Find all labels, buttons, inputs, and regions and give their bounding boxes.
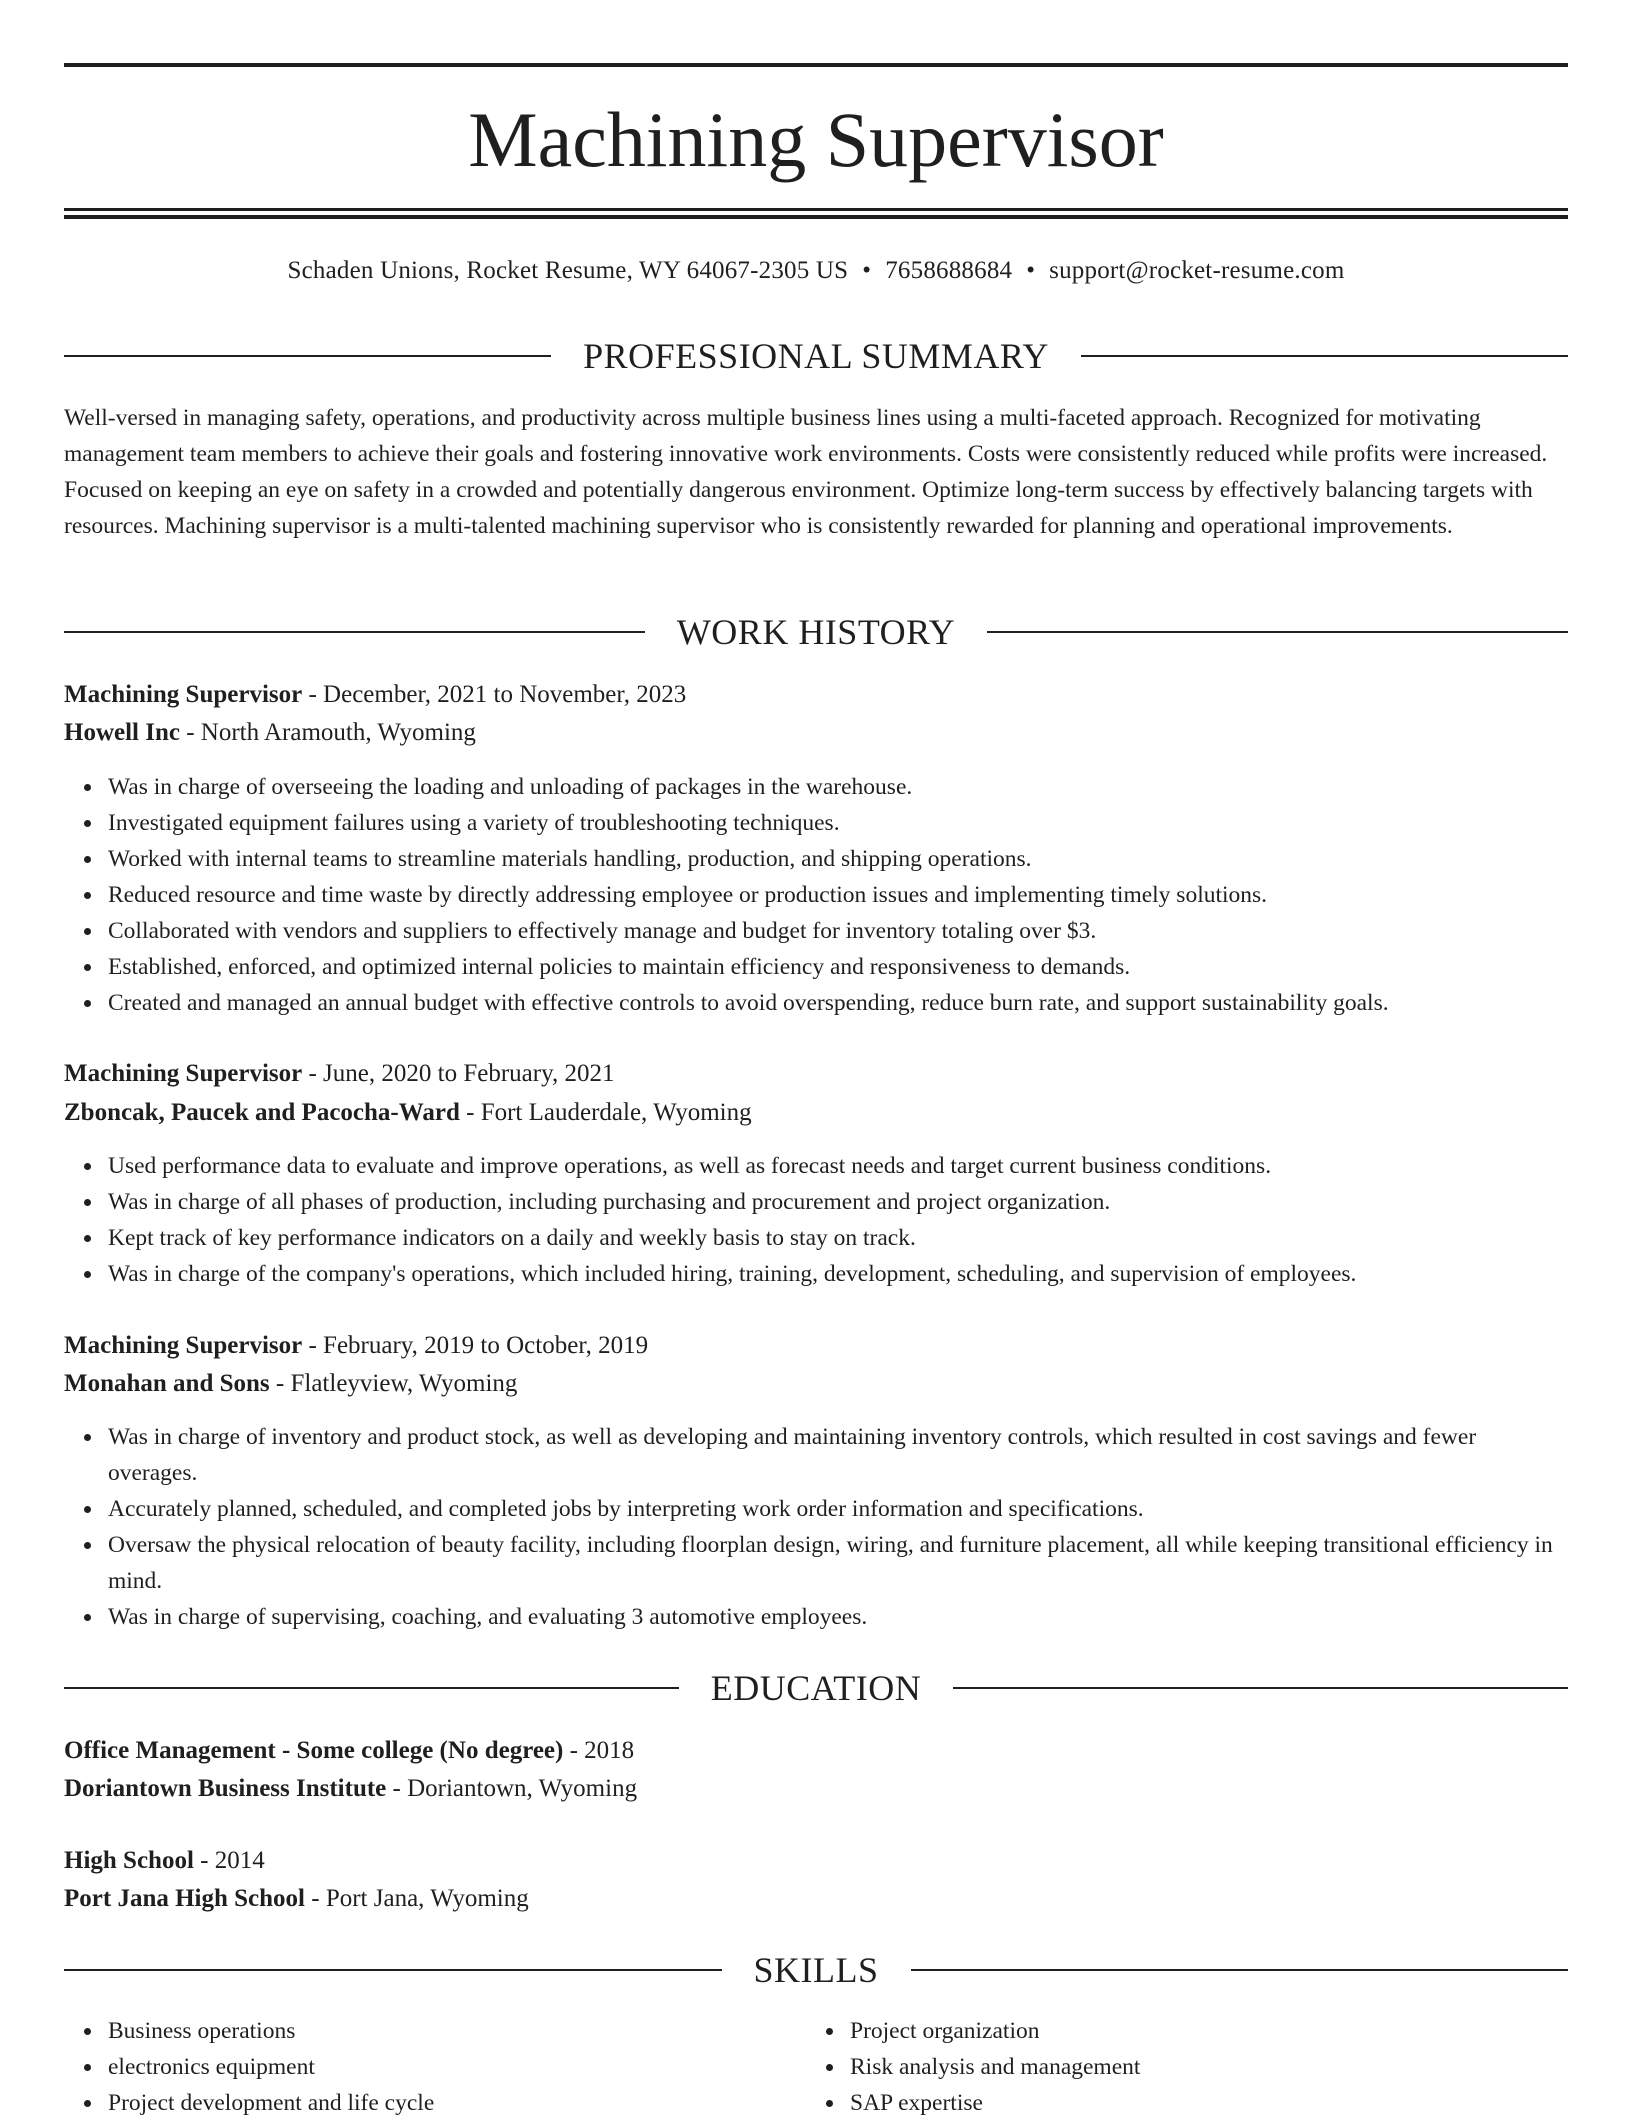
list-item: Established, enforced, and optimized internal policies to maintain efficiency and responsiveness to demands.: [108, 949, 1568, 985]
heading-rule: [64, 1969, 722, 1971]
contact-email: support@rocket-resume.com: [1049, 257, 1345, 284]
section-heading-work: [64, 612, 1568, 652]
list-item: Reduced resource and time waste by directly addressing employee or production issues and implementing timely solutions.: [108, 877, 1568, 913]
job-location: - Fort Lauderdale, Wyoming: [459, 1099, 752, 1126]
education-degree-line: [64, 1843, 1568, 1879]
list-item: Accurately planned, scheduled, and completed jobs by interpreting work order information and specifications.: [108, 1491, 1568, 1527]
section-heading-skills: [64, 1950, 1568, 1990]
heading-rule: [987, 631, 1568, 633]
skill-item: Business operations: [108, 2013, 764, 2049]
job-company-line: [64, 1095, 1568, 1131]
education-school: Doriantown Business Institute: [64, 1775, 387, 1802]
skill-item: Risk analysis and management: [850, 2049, 1506, 2085]
education-school: Port Jana High School: [64, 1885, 305, 1912]
education-degree: Office Management - Some college (No degree): [64, 1737, 564, 1764]
job-title: Machining Supervisor: [64, 1060, 303, 1087]
job-company: Monahan and Sons: [64, 1370, 270, 1397]
section-heading-summary: [64, 336, 1568, 376]
heading-rule: [64, 631, 645, 633]
skill-item: electronics equipment: [108, 2049, 764, 2085]
education-year: - 2014: [193, 1847, 265, 1874]
education-degree-line: [64, 1733, 1568, 1769]
job-title: Machining Supervisor: [64, 1332, 303, 1359]
resume-title: Machining Supervisor: [468, 96, 1164, 183]
contact-address: Schaden Unions, Rocket Resume, WY 64067-2305 US: [287, 257, 849, 284]
section-heading-label: EDUCATION: [710, 1668, 922, 1708]
contact-separator: •: [862, 257, 872, 284]
heading-rule: [64, 355, 551, 357]
summary-text: Well-versed in managing safety, operations, and productivity across multiple business lines using a multi-faceted approach. Recognized for motivating management team members to achieve their goals and fostering innovative work environments. Costs were consistently reduced while profits were increased. Focused on keeping an eye on safety in a crowded and potentially dangerous environment. Optimize long-term success by effectively balancing targets with resources. Machining supervisor is a multi-talented machining supervisor who is consistently rewarded for planning and operational improvements.: [64, 405, 1548, 539]
job-bullets: [64, 1148, 1568, 1292]
education-location: - Port Jana, Wyoming: [305, 1885, 529, 1912]
section-heading-label: SKILLS: [753, 1950, 879, 1990]
job-bullets: [64, 1419, 1568, 1635]
section-heading-label: WORK HISTORY: [676, 612, 956, 652]
title-rule-lower: [64, 215, 1568, 219]
job-title-line: [64, 1056, 1568, 1092]
list-item: Kept track of key performance indicators on a daily and weekly basis to stay on track.: [108, 1220, 1568, 1256]
skills-list: [64, 2013, 764, 2121]
title-rule-upper: [64, 208, 1568, 211]
contact-line: [64, 253, 1568, 289]
job-title-line: [64, 677, 1568, 713]
contact-phone: 7658688684: [885, 257, 1013, 284]
job-title-line: [64, 1328, 1568, 1364]
list-item: Created and managed an annual budget with effective controls to avoid overspending, reduce burn rate, and support sustainability goals.: [108, 985, 1568, 1021]
job-company-line: [64, 1366, 1568, 1402]
heading-rule: [953, 1687, 1568, 1689]
list-item: Used performance data to evaluate and improve operations, as well as forecast needs and target current business conditions.: [108, 1148, 1568, 1184]
education-school-line: [64, 1881, 1568, 1917]
list-item: Collaborated with vendors and suppliers to effectively manage and budget for inventory totaling over $3.: [108, 913, 1568, 949]
education-year: - 2018: [563, 1737, 635, 1764]
job-dates: - December, 2021 to November, 2023: [302, 681, 687, 708]
job-dates: - February, 2019 to October, 2019: [302, 1332, 649, 1359]
list-item: Was in charge of all phases of production, including purchasing and procurement and project organization.: [108, 1184, 1568, 1220]
heading-rule: [64, 1687, 679, 1689]
job-location: - North Aramouth, Wyoming: [179, 719, 476, 746]
contact-separator: •: [1026, 257, 1036, 284]
education-degree: High School: [64, 1847, 194, 1874]
skill-item: SAP expertise: [850, 2085, 1506, 2121]
job-title: Machining Supervisor: [64, 681, 303, 708]
skill-item: Project organization: [850, 2013, 1506, 2049]
job-location: - Flatleyview, Wyoming: [269, 1370, 518, 1397]
education-school-line: [64, 1771, 1568, 1807]
list-item: Investigated equipment failures using a variety of troubleshooting techniques.: [108, 805, 1568, 841]
list-item: Was in charge of overseeing the loading and unloading of packages in the warehouse.: [108, 769, 1568, 805]
section-heading-label: PROFESSIONAL SUMMARY: [583, 336, 1049, 376]
list-item: Was in charge of inventory and product stock, as well as developing and maintaining inventory controls, which resulted in cost savings and fewer overages.: [108, 1419, 1568, 1491]
section-heading-education: [64, 1668, 1568, 1708]
list-item: Was in charge of the company's operations, which included hiring, training, development, scheduling, and supervision of employees.: [108, 1256, 1568, 1292]
list-item: Was in charge of supervising, coaching, and evaluating 3 automotive employees.: [108, 1599, 1568, 1635]
heading-rule: [911, 1969, 1569, 1971]
job-bullets: [64, 769, 1568, 1021]
job-company: Zboncak, Paucek and Pacocha-Ward: [64, 1099, 460, 1126]
skill-item: Project development and life cycle: [108, 2085, 764, 2121]
top-rule: [64, 63, 1568, 67]
job-company-line: [64, 715, 1568, 751]
skills-list: [806, 2013, 1506, 2121]
job-dates: - June, 2020 to February, 2021: [302, 1060, 615, 1087]
job-company: Howell Inc: [64, 719, 180, 746]
heading-rule: [1081, 355, 1568, 357]
education-location: - Doriantown, Wyoming: [386, 1775, 638, 1802]
list-item: Worked with internal teams to streamline materials handling, production, and shipping operations.: [108, 841, 1568, 877]
list-item: Oversaw the physical relocation of beauty facility, including floorplan design, wiring, and furniture placement, all while keeping transitional efficiency in mind.: [108, 1527, 1568, 1599]
